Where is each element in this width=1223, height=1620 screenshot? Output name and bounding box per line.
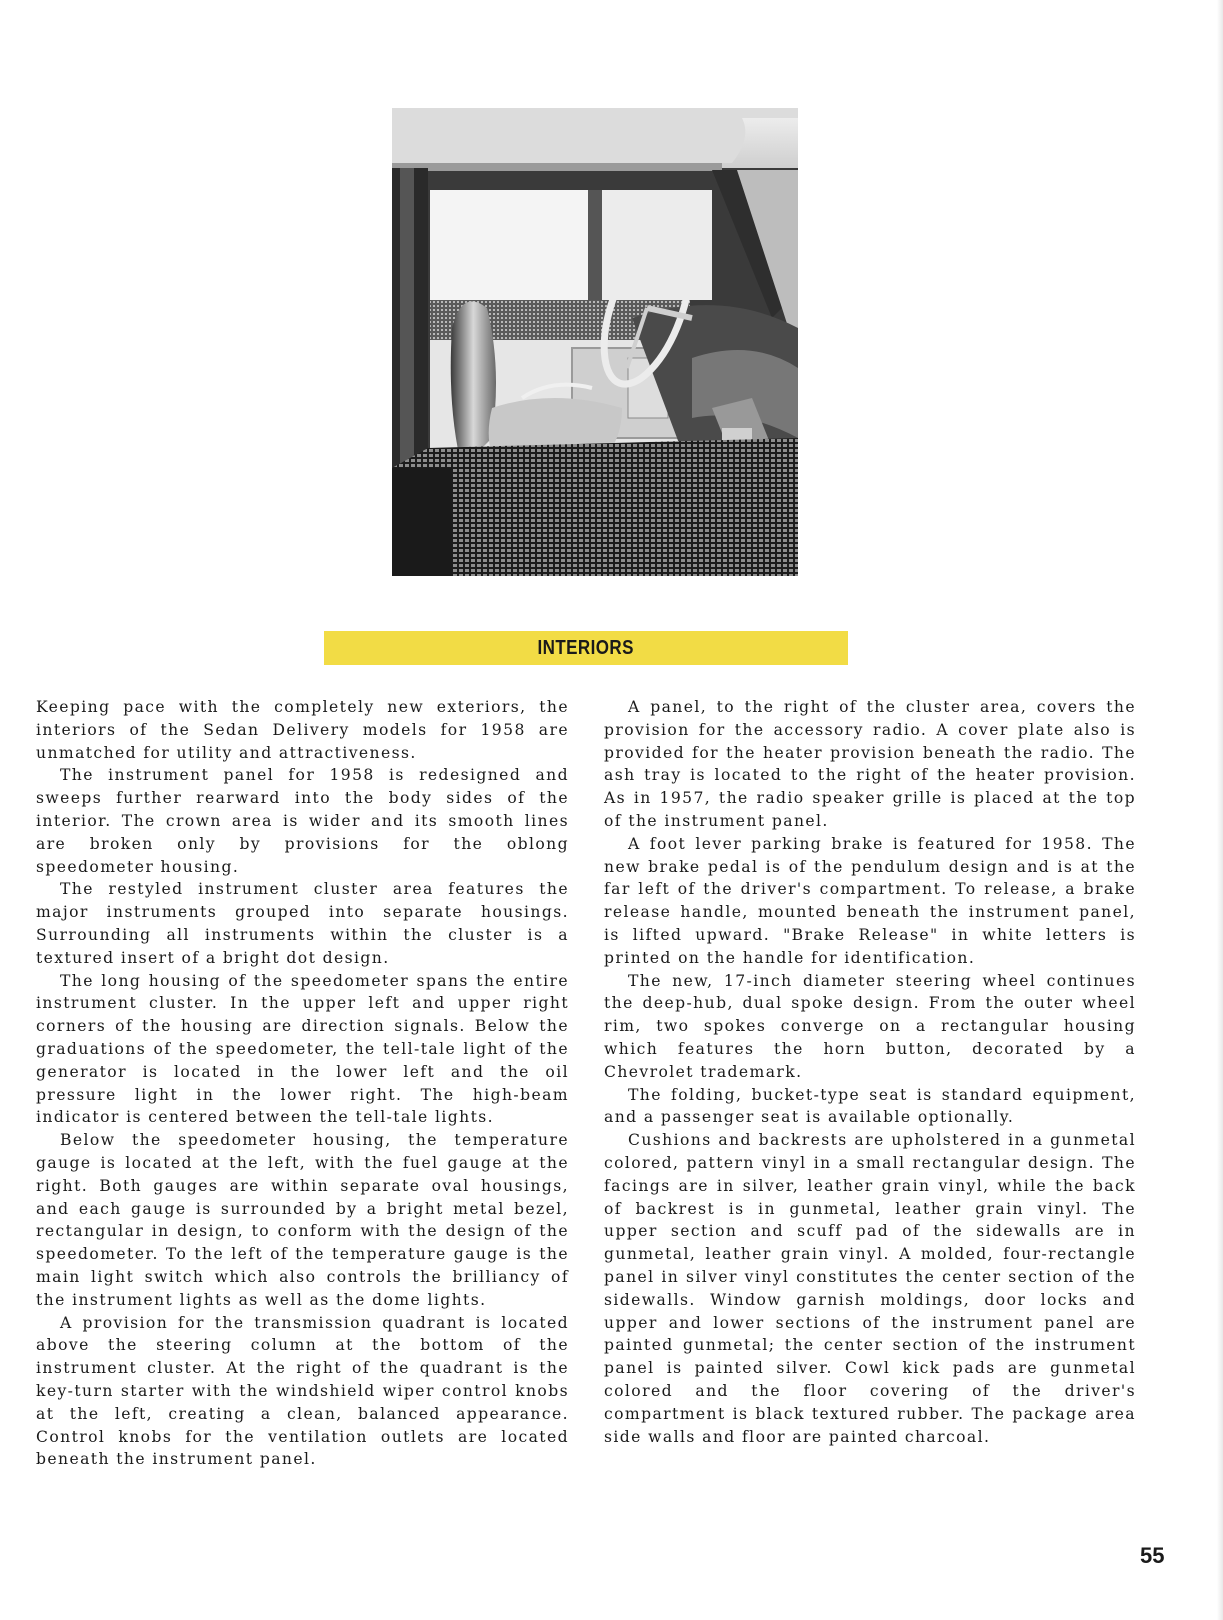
page-number: 55: [1140, 1543, 1165, 1568]
paragraph: The instrument panel for 1958 is redesigned and sweeps further rearward into the body sides of the interior. The crown area is wider and its smooth lines are broken only by provisions for the oblong speedometer housing.: [36, 766, 569, 876]
paragraph: A provision for the transmission quadrant is located above the steering column at the bottom of the instrument cluster. At the right of the quadrant is the key-turn starter with the windshield wiper control knobs at the left, creating a clean, balanced appearance. Control knobs for the ventilation outlets are located beneath the instrument panel.: [36, 1313, 569, 1469]
section-title: INTERIORS: [537, 636, 635, 659]
paragraph: The restyled instrument cluster area features the major instruments grouped into separate housings. Surrounding all instruments within the cluster is a textured insert of a bright dot design.: [36, 880, 569, 967]
interior-photo: [392, 108, 798, 576]
paragraph: Below the speedometer housing, the temperature gauge is located at the left, with the fuel gauge at the right. Both gauges are within separate oval housings, and each gauge is surrounded by a bright metal bezel, rectangular in design, to conform with the design of the speedometer. To the left of the temperature gauge is the main light switch which also controls the brilliancy of the instrument lights as well as the dome lights.: [36, 1131, 569, 1309]
paragraph: A foot lever parking brake is featured for 1958. The new brake pedal is of the pendulum design and is at the far left of the driver's compartment. To release, a brake release handle, mounted beneath the instrument panel, is lifted upward. "Brake Release" in white letters is printed on the handle for identification.: [604, 834, 1136, 967]
paragraph: Keeping pace with the completely new exteriors, the interiors of the Sedan Delivery models for 1958 are unmatched for utility and attractiveness.: [36, 698, 569, 762]
paragraph: The new, 17-inch diameter steering wheel continues the deep-hub, dual spoke design. From the outer wheel rim, two spokes converge on a rectangular housing which features the horn button, decorated by a Chevrolet trademark.: [604, 971, 1136, 1081]
page-edge-shadow: [1217, 0, 1223, 1620]
paragraph: Cushions and backrests are upholstered in a gunmetal colored, pattern vinyl in a small rectangular design. The facings are in silver, leather grain vinyl, while the back of backrest is in gunmetal, leather grain vinyl. The upper section and scuff pad of the sidewalls are in gunmetal, leather grain vinyl. A molded, four-rectangle panel in silver vinyl constitutes the center section of the sidewalls. Window garnish moldings, door locks and upper and lower sections of the instrument panel are painted gunmetal; the center section of the instrument panel is painted silver. Cowl kick pads are gunmetal colored and the floor covering of the driver's compartment is black textured rubber. The package area side walls and floor are painted charcoal.: [604, 1131, 1136, 1446]
paragraph: The folding, bucket-type seat is standard equipment, and a passenger seat is available optionally.: [604, 1085, 1136, 1127]
paragraph: A panel, to the right of the cluster area, covers the provision for the accessory radio. A cover plate also is provided for the heater provision beneath the radio. The ash tray is located to the right of the heater provision. As in 1957, the radio speaker grille is placed at the top of the instrument panel.: [604, 698, 1136, 830]
section-banner: [324, 631, 848, 665]
right-text-column: [604, 696, 1136, 1448]
paragraph: The long housing of the speedometer spans the entire instrument cluster. In the upper left and upper right corners of the housing are direction signals. Below the graduations of the speedometer, the tell-tale light of the generator is located in the lower left and the oil pressure light in the lower right. The high-beam indicator is centered between the tell-tale lights.: [36, 971, 569, 1127]
left-text-column: [36, 696, 569, 1471]
